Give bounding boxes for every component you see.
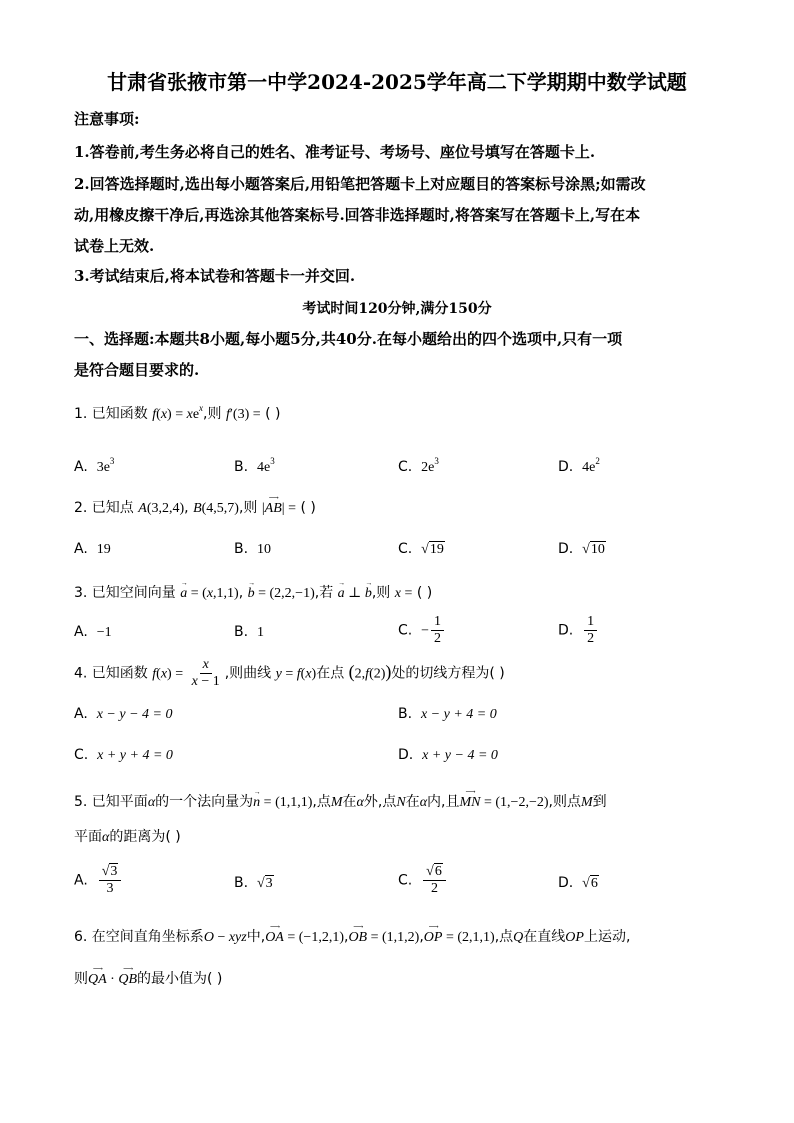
q2-option-a[interactable]: A. 19 bbox=[74, 541, 111, 557]
notes-item-2-line-3: 试卷上无效. bbox=[74, 237, 155, 255]
q1-option-b[interactable]: B. $4e^3$ bbox=[234, 456, 275, 475]
q3-option-c[interactable]: C. − $\frac{1}{2}$ bbox=[398, 614, 446, 647]
exam-info: 考试时间120分钟,满分150分 bbox=[302, 301, 492, 317]
q3-option-d[interactable]: D. $\frac{1}{2}$ bbox=[558, 614, 599, 647]
notes-item-2-line-1: 2.回答选择题时,选出每小题答案后,用铅笔把答题卡上对应题目的答案标号涂黑;如需改 bbox=[74, 175, 646, 193]
q1-function: f bbox=[152, 407, 157, 422]
q5-option-d[interactable]: D. √6 bbox=[558, 875, 598, 891]
section-1-heading-2: 是符合题目要求的. bbox=[74, 361, 200, 379]
question-6-stem-line-2: 则QA ⟶ · QB ⟶ 的最小值为( ) bbox=[74, 965, 223, 987]
notes-item-1: 1.答卷前,考生务必将自己的姓名、准考证号、考场号、座位号填写在答题卡上. bbox=[74, 143, 596, 161]
question-5-stem: 5. 已知平面α的一个法向量为n → = (1,1,1),点M在α外,点N在α内,且MN ⟶ = (1,−2,−2),则点M到 bbox=[74, 788, 607, 810]
question-6-stem: 6. 在空间直角坐标系O − xyz中,OA ⟶ = (−1,2,1),OB ⟶ = (1,1,2),OP ⟶ = (2,1,1),点Q在直线OP上运动, bbox=[74, 923, 631, 945]
question-4-stem: 4. 已知函数 f(x) = $\frac{x}{x - 1}$ ,则曲线 y = f(x)在点 (2,f(2))处的切线方程为( ) bbox=[74, 657, 505, 689]
q4-option-c[interactable]: C. x + y + 4 = 0 bbox=[74, 747, 173, 763]
q4-option-b[interactable]: B. x − y + 4 = 0 bbox=[398, 706, 497, 722]
q4-option-a[interactable]: A. x − y − 4 = 0 bbox=[74, 706, 173, 722]
q1-option-a[interactable]: A. $3e^3$ bbox=[74, 456, 115, 475]
question-5-stem-line-2: 平面α的距离为( ) bbox=[74, 829, 181, 845]
q4-option-d[interactable]: D. x + y − 4 = 0 bbox=[398, 747, 498, 763]
page-title: 甘肃省张掖市第一中学2024-2025学年高二下学期期中数学试题 bbox=[107, 70, 687, 94]
notes-item-3: 3.考试结束后,将本试卷和答题卡一并交回. bbox=[74, 267, 356, 285]
notes-item-2-line-2: 动,用橡皮擦干净后,再选涂其他答案标号.回答非选择题时,将答案写在答题卡上,写在本 bbox=[74, 206, 641, 224]
question-3-stem: 3. 已知空间向量 a → = (x,1,1), b → = (2,2,−1),若 a → ⊥ b → ,则 x = ( ) bbox=[74, 579, 433, 601]
section-1-heading: 一、选择题:本题共8小题,每小题5分,共40分.在每小题给出的四个选项中,只有一项 bbox=[74, 330, 623, 348]
q5-option-b[interactable]: B. √3 bbox=[234, 875, 273, 891]
q3-option-a[interactable]: A. −1 bbox=[74, 624, 112, 640]
question-2-stem: 2. 已知点 A(3,2,4), B(4,5,7),则 |AB ⟶ | = ( ) bbox=[74, 494, 316, 516]
notes-heading: 注意事项: bbox=[74, 110, 140, 128]
q2-option-d[interactable]: D. √10 bbox=[558, 541, 605, 557]
q2-option-b[interactable]: B. 10 bbox=[234, 541, 271, 557]
question-1-stem: 1. 已知函数 $f(x) = xe^x$,则 f′(3) = ( ) bbox=[74, 403, 281, 422]
q2-option-c[interactable]: C. √19 bbox=[398, 541, 444, 557]
q5-option-c[interactable]: C. $\frac{√6}{2}$ bbox=[398, 864, 448, 897]
q1-option-c[interactable]: C. $2e^3$ bbox=[398, 456, 439, 475]
q5-option-a[interactable]: A. $\frac{√3}{3}$ bbox=[74, 864, 123, 897]
q1-option-d[interactable]: D. $4e^2$ bbox=[558, 456, 600, 475]
q3-option-b[interactable]: B. 1 bbox=[234, 624, 264, 640]
